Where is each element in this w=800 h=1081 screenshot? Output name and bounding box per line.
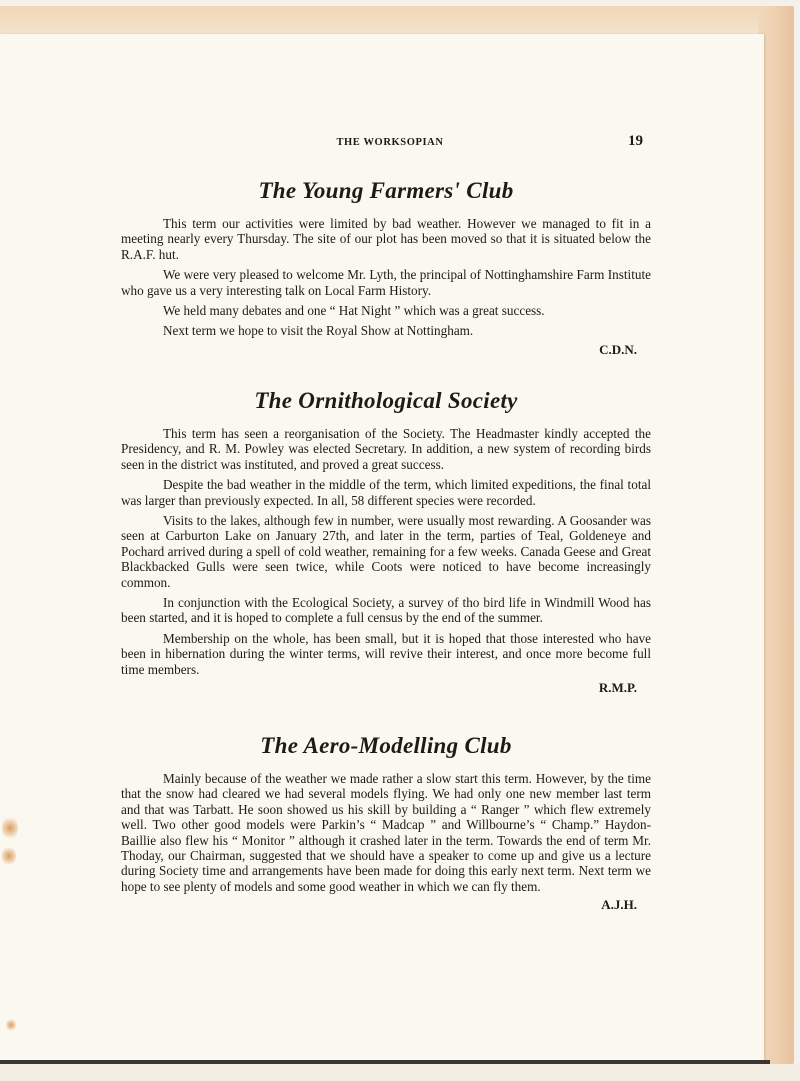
article-paragraph: Mainly because of the weather we made rather a slow start this term. However, by the time that the snow had cleared we had several models flying. We had only one new member last term and that was Tarbatt. He soon showed us his skill by building a “ Ranger ” which flew extremely well. Two other good models were Parkin’s “ Madcap ” and Willbourne’s “ Champ.” Haydon-Baillie also flew his “ Monitor ” although it crashed later in the term. Towards the end of term Mr. Thoday, our Chairman, suggested that we should have a speaker to come up and give us a lecture during Society time and arrangements have been made for doing this early next term. Next term we hope to see plenty of models and some good weather in which we can fly them. xyxy=(121,771,651,894)
article-title: The Aero-Modelling Club xyxy=(260,733,512,758)
rust-stain xyxy=(2,815,18,841)
author-initials: C.D.N. xyxy=(599,341,637,357)
page-edge-top xyxy=(0,6,780,36)
article-aero-modelling-club xyxy=(121,733,651,913)
article-paragraph: Membership on the whole, has been small, but it is hoped that those interested who have been in hibernation during the winter terms, will revive their interest, and once more become full time members. xyxy=(121,630,651,677)
page-header xyxy=(0,133,764,153)
rust-stain xyxy=(6,1018,16,1032)
author-initials: A.J.H. xyxy=(601,897,637,913)
article-paragraph: In conjunction with the Ecological Society, a survey of tho bird life in Windmill Wood has been started, and it is hoped to complete a full census by the end of the summer. xyxy=(121,595,651,626)
article-title: The Ornithological Society xyxy=(254,388,518,413)
rust-stain xyxy=(2,845,16,867)
page-number: 19 xyxy=(628,133,643,149)
scan-bottom-strip xyxy=(0,1064,800,1081)
author-initials: R.M.P. xyxy=(598,680,637,696)
article-paragraph: We held many debates and one “ Hat Night ” which was a great success. xyxy=(163,303,545,319)
article-ornithological-society xyxy=(121,388,651,696)
article-paragraph: Visits to the lakes, although few in number, were usually most rewarding. A Goosander was seen at Carburton Lake on January 27th, and later in the term, parties of Teal, Goldeneye and Pochard arrived during a spell of cold weather, remaining for a few weeks. Canada Geese and Great Blackbacked Gulls were seen twice, while Coots were noticed to have become increasingly common. xyxy=(121,513,651,590)
article-paragraph: Despite the bad weather in the middle of the term, which limited expeditions, the final total was larger than previously expected. In all, 58 different species were recorded. xyxy=(121,477,651,508)
article-paragraph: This term has seen a reorganisation of the Society. The Headmaster kindly accepted the Presidency, and R. M. Powley was elected Secretary. In addition, a new system of recording birds seen in the district was instituted, and proved a great success. xyxy=(121,426,651,472)
article-title: The Young Farmers' Club xyxy=(258,178,514,203)
article-young-farmers-club xyxy=(121,178,651,358)
running-head: THE WORKSOPIAN xyxy=(336,137,444,148)
article-paragraph: We were very pleased to welcome Mr. Lyth, the principal of Nottinghamshire Farm Institute who gave us a very interesting talk on Local Farm History. xyxy=(121,267,651,298)
article-paragraph: Next term we hope to visit the Royal Show at Nottingham. xyxy=(163,323,474,339)
article-paragraph: This term our activities were limited by bad weather. However we managed to fit in a meeting nearly every Thursday. The site of our plot has been moved so that it is situated below the R.A.F. hut. xyxy=(121,216,651,262)
